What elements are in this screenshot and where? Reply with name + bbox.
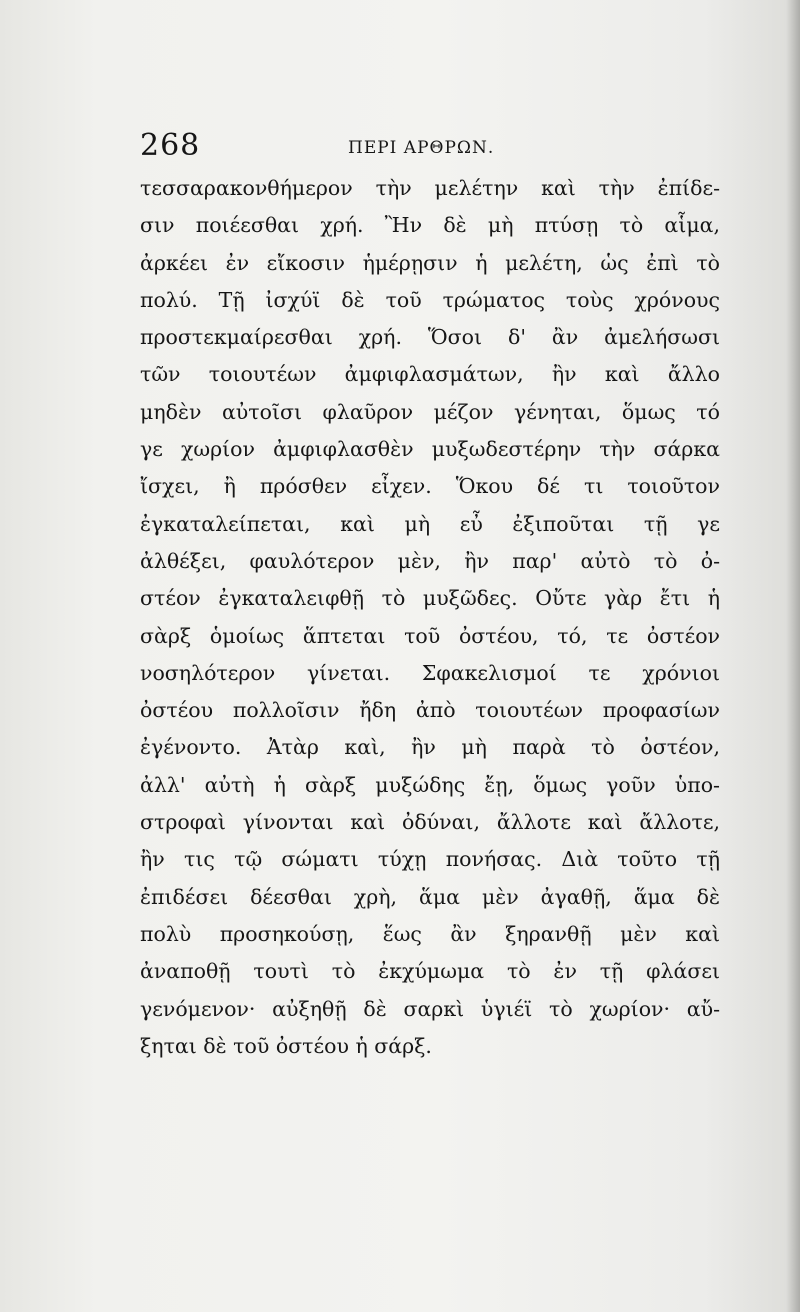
- text-line: τεσσαρακονθήμερον τὴν μελέτην καὶ τὴν ἐπίδε-: [140, 176, 720, 200]
- text-line: ἐγένοντο. Ἀτὰρ καὶ, ἢν μὴ παρὰ τὸ ὀστέον,: [140, 735, 720, 760]
- text-line: ἴσχει, ἢ πρόσθεν εἶχεν. Ὅκου δέ τι τοιοῦτον: [140, 474, 720, 499]
- text-line: στροφαὶ γίνονται καὶ ὀδύναι, ἄλλοτε καὶ ἄλλοτε,: [140, 810, 720, 835]
- text-line: γε χωρίον ἀμφιφλασθὲν μυξωδεστέρην τὴν σάρκα: [140, 437, 720, 462]
- text-line: ἀλθέξει, φαυλότερον μὲν, ἢν παρ' αὐτὸ τὸ ὀ-: [140, 548, 720, 573]
- text-line: νοσηλότερον γίνεται. Σφακελισμοί τε χρόνιοι: [140, 660, 720, 685]
- text-line: προστεκμαίρεσθαι χρή. Ὅσοι δ' ἂν ἀμελήσωσι: [140, 325, 720, 350]
- text-line: τῶν τοιουτέων ἀμφιφλασμάτων, ἢν καὶ ἄλλο: [140, 362, 720, 387]
- text-line: πολύ. Τῇ ἰσχύϊ δὲ τοῦ τρώματος τοὺς χρόνους: [140, 287, 720, 312]
- text-line: στέον ἐγκαταλειφθῇ τὸ μυξῶδες. Οὔτε γὰρ ἔτι ἡ: [140, 586, 720, 611]
- text-line: μηδὲν αὐτοῖσι φλαῦρον μέζον γένηται, ὅμως τό: [140, 399, 720, 424]
- page-edge-shadow: [786, 0, 800, 1312]
- text-line: ἀρκέει ἐν εἴκοσιν ἡμέρῃσιν ἡ μελέτη, ὡς ἐπὶ τὸ: [140, 250, 720, 275]
- text-line: ὀστέου πολλοῖσιν ἤδη ἀπὸ τοιουτέων προφασίων: [140, 698, 720, 723]
- text-line: σὰρξ ὁμοίως ἅπτεται τοῦ ὀστέου, τό, τε ὀστέον: [140, 623, 720, 648]
- text-line: ἐπιδέσει δέεσθαι χρὴ, ἅμα μὲν ἀγαθῇ, ἅμα δὲ: [140, 884, 720, 909]
- text-line: ἢν τις τῷ σώματι τύχῃ πονήσας. Διὰ τοῦτο τῇ: [140, 847, 720, 872]
- text-line: πολὺ προσηκούσῃ, ἕως ἂν ξηρανθῇ μὲν καὶ: [140, 921, 720, 946]
- text-line: ἀλλ' αὐτὴ ἡ σὰρξ μυξώδης ἔῃ, ὅμως γοῦν ὑπο-: [140, 772, 720, 797]
- text-line: ἐγκαταλείπεται, καὶ μὴ εὖ ἐξιποῦται τῇ γε: [140, 511, 720, 536]
- page-number: 268: [140, 128, 201, 163]
- text-line: ξηται δὲ τοῦ ὀστέου ἡ σάρξ.: [140, 1033, 432, 1058]
- text-line: σιν ποιέεσθαι χρή. Ἢν δὲ μὴ πτύσῃ τὸ αἷμα,: [140, 213, 720, 238]
- running-head: [140, 128, 720, 168]
- running-title: ΠΕΡΙ ΑΡΘΡΩΝ.: [348, 138, 495, 158]
- text-line: γενόμενον· αὐξηθῇ δὲ σαρκὶ ὑγιέϊ τὸ χωρίον· αὔ-: [140, 996, 720, 1021]
- body-text: [140, 170, 720, 1065]
- text-line: ἀναποθῇ τουτὶ τὸ ἐκχύμωμα τὸ ἐν τῇ φλάσει: [140, 959, 720, 984]
